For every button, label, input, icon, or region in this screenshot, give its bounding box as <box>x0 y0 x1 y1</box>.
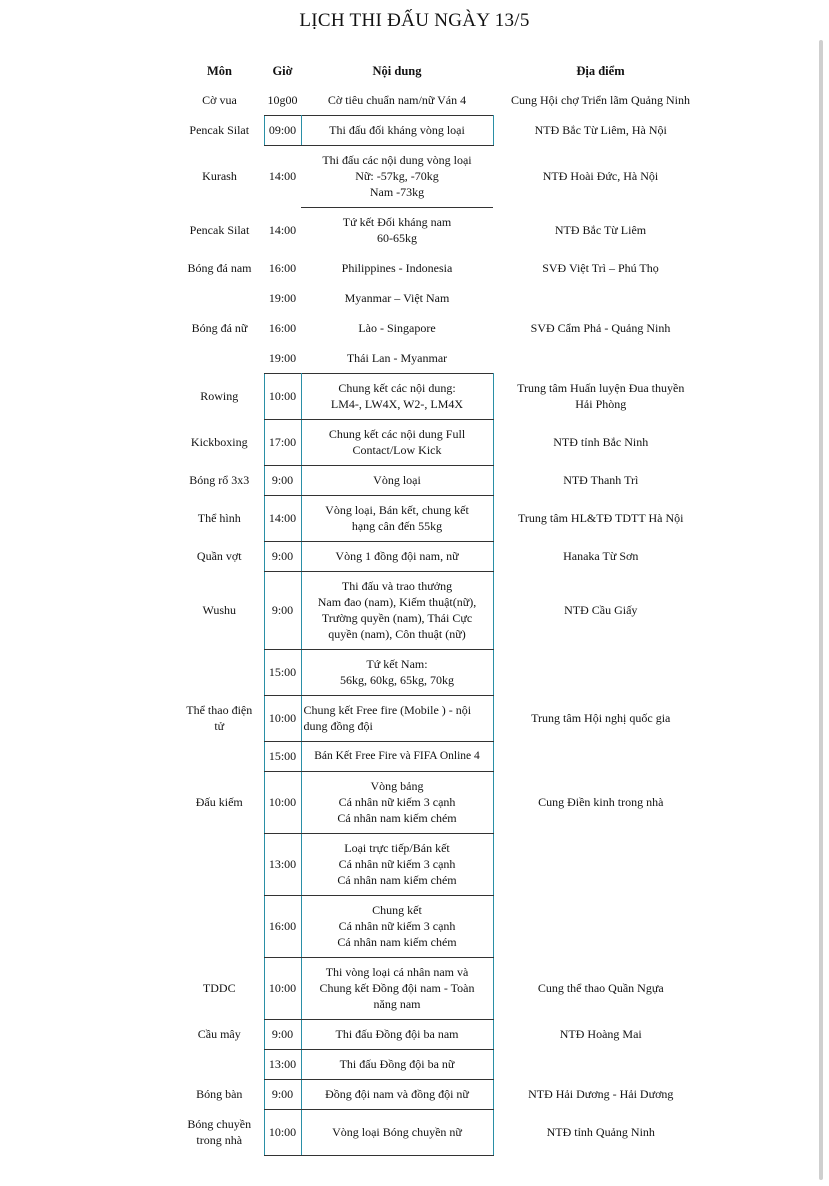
cell-noidung: Philippines - Indonesia <box>341 261 453 275</box>
table-row <box>175 649 708 695</box>
cell-mon: Đấu kiếm <box>195 795 243 809</box>
cell-gio: 9:00 <box>264 1019 301 1049</box>
cell-noidung: Myanmar – Việt Nam <box>344 291 450 305</box>
table-row <box>175 571 708 649</box>
cell-mon: Pencak Silat <box>189 123 250 137</box>
cell-noidung: Thái Lan - Myanmar <box>346 350 448 365</box>
cell-noidung: Thi đấu và trao thưởng Nam đao (nam), Kiếm thuật(nữ), Trường quyền (nam), Thái Cực quyền (nam), Côn thuật (nữ) <box>301 571 493 649</box>
cell-gio: 10:00 <box>264 771 301 833</box>
cell-gio: 10:00 <box>264 695 301 741</box>
cell-diadiem: NTĐ Bắc Từ Liêm, Hà Nội <box>534 123 667 137</box>
cell-diadiem <box>493 895 708 957</box>
cell-gio: 10:00 <box>264 373 301 419</box>
cell-noidung: Tứ kết Đối kháng nam 60-65kg <box>342 215 452 246</box>
cell-diadiem: NTĐ Thanh Trì <box>563 473 639 487</box>
cell-mon: Cờ vua <box>202 93 237 107</box>
cell-diadiem <box>493 741 708 771</box>
cell-mon <box>175 649 264 695</box>
cell-mon: Cầu mây <box>197 1027 241 1041</box>
cell-noidung: Vòng loại <box>301 465 493 495</box>
cell-mon <box>175 741 264 771</box>
cell-diadiem: Trung tâm Hội nghị quốc gia <box>531 711 671 725</box>
cell-gio: 10:00 <box>264 1109 301 1155</box>
table-row <box>175 495 708 541</box>
cell-noidung: Chung kết các nội dung Full Contact/Low Kick <box>301 419 493 465</box>
cell-mon <box>175 895 264 957</box>
header-gio: Giờ <box>272 64 293 78</box>
cell-gio: 10:00 <box>264 957 301 1019</box>
table-row <box>175 115 708 145</box>
cell-diadiem: NTĐ tỉnh Bắc Ninh <box>553 435 649 449</box>
cell-noidung: Chung kết các nội dung: LM4-, LW4X, W2-, LM4X <box>301 373 493 419</box>
cell-diadiem: NTĐ tỉnh Quảng Ninh <box>546 1125 655 1139</box>
cell-gio: 15:00 <box>264 649 301 695</box>
cell-diadiem <box>493 343 708 373</box>
cell-mon: Kurash <box>202 169 237 183</box>
page-title: LỊCH THI ĐẤU NGÀY 13/5 <box>299 10 530 31</box>
cell-diadiem <box>493 833 708 895</box>
header-mon: Môn <box>207 64 232 78</box>
cell-diadiem: Trung tâm Huấn luyện Đua thuyền Hải Phòng <box>517 381 685 411</box>
table-row <box>175 695 708 741</box>
cell-mon: Pencak Silat <box>189 223 250 237</box>
cell-noidung: Vòng 1 đồng đội nam, nữ <box>301 541 493 571</box>
table-row <box>175 283 708 313</box>
header-noidung: Nội dung <box>372 64 422 78</box>
cell-gio: 14:00 <box>268 169 297 184</box>
cell-gio: 9:00 <box>264 541 301 571</box>
cell-gio: 16:00 <box>264 895 301 957</box>
cell-noidung: Tứ kết Nam: 56kg, 60kg, 65kg, 70kg <box>301 649 493 695</box>
table-row <box>175 1109 708 1155</box>
cell-noidung: Thi đấu Đồng đội ba nam <box>301 1019 493 1049</box>
cell-gio: 19:00 <box>268 350 297 365</box>
cell-noidung: Vòng loại Bóng chuyền nữ <box>301 1109 493 1155</box>
cell-mon: Bóng rổ 3x3 <box>189 473 250 487</box>
cell-noidung: Chung kết Free fire (Mobile ) - nội dung đồng đội <box>301 695 493 741</box>
scrollbar[interactable] <box>819 40 823 1180</box>
table-row <box>175 741 708 771</box>
cell-diadiem: Cung Hội chợ Triển lãm Quảng Ninh <box>510 93 690 107</box>
cell-mon: TDDC <box>202 981 236 995</box>
table-row <box>175 833 708 895</box>
cell-mon: Kickboxing <box>190 435 248 449</box>
cell-noidung: Lào - Singapore <box>358 321 436 335</box>
cell-gio: 14:00 <box>264 495 301 541</box>
cell-noidung: Cờ tiêu chuẩn nam/nữ Ván 4 <box>327 92 467 107</box>
cell-gio: 09:00 <box>264 115 301 145</box>
cell-noidung: Đồng đội nam và đồng đội nữ <box>301 1079 493 1109</box>
cell-noidung: Vòng loại, Bán kết, chung kết hạng cân đến 55kg <box>301 495 493 541</box>
cell-diadiem: Cung thể thao Quần Ngựa <box>537 981 664 995</box>
cell-noidung: Thi đấu đối kháng vòng loại <box>301 115 493 145</box>
cell-gio: 13:00 <box>264 1049 301 1079</box>
table-row <box>175 1019 708 1049</box>
cell-noidung: Vòng bảng Cá nhân nữ kiếm 3 cạnh Cá nhân nam kiếm chém <box>301 771 493 833</box>
cell-mon <box>175 833 264 895</box>
table-row <box>175 1049 708 1079</box>
cell-gio: 13:00 <box>264 833 301 895</box>
cell-gio: 16:00 <box>268 261 297 275</box>
cell-diadiem: NTĐ Hoài Đức, Hà Nội <box>542 169 659 183</box>
cell-mon: Bóng đá nam <box>187 261 252 275</box>
cell-mon: Wushu <box>202 603 236 617</box>
cell-diadiem: SVĐ Cẩm Phả - Quảng Ninh <box>530 321 671 335</box>
header-diadiem: Địa điểm <box>576 64 625 78</box>
cell-diadiem: Trung tâm HL&TĐ TDTT Hà Nội <box>518 511 684 525</box>
table-row <box>175 343 708 373</box>
cell-diadiem: NTĐ Hải Dương - Hải Dương <box>528 1087 674 1101</box>
table-row <box>175 771 708 833</box>
cell-diadiem <box>493 1049 708 1079</box>
table-row <box>175 313 708 343</box>
cell-mon: Bóng đá nữ <box>191 321 248 335</box>
cell-diadiem <box>493 649 708 695</box>
cell-mon: Thể hình <box>197 511 241 525</box>
table-row <box>175 85 708 115</box>
cell-diadiem <box>493 283 708 313</box>
table-row <box>175 465 708 495</box>
cell-noidung: Chung kết Cá nhân nữ kiếm 3 cạnh Cá nhân nam kiếm chém <box>301 895 493 957</box>
cell-gio: 19:00 <box>268 291 297 305</box>
cell-noidung: Thi đấu các nội dung vòng loại Nữ: -57kg, -70kg Nam -73kg <box>301 145 493 207</box>
table-row <box>175 1079 708 1109</box>
cell-gio: 16:00 <box>268 321 297 335</box>
cell-diadiem: Hanaka Từ Sơn <box>563 549 639 563</box>
cell-gio: 9:00 <box>264 465 301 495</box>
cell-gio: 9:00 <box>264 571 301 649</box>
cell-gio: 10g00 <box>267 92 298 107</box>
cell-diadiem: SVĐ Việt Trì – Phú Thọ <box>542 261 659 275</box>
table-row <box>175 895 708 957</box>
table-row <box>175 957 708 1019</box>
cell-mon <box>175 343 264 373</box>
cell-gio: 15:00 <box>264 741 301 771</box>
cell-mon <box>175 283 264 313</box>
table-row <box>175 373 708 419</box>
table-row <box>175 419 708 465</box>
cell-diadiem: NTĐ Bắc Từ Liêm <box>554 223 647 237</box>
cell-gio: 14:00 <box>268 223 297 237</box>
cell-noidung: Loại trực tiếp/Bán kết Cá nhân nữ kiếm 3 cạnh Cá nhân nam kiếm chém <box>301 833 493 895</box>
table-header <box>175 57 708 85</box>
cell-gio: 17:00 <box>264 419 301 465</box>
cell-diadiem: NTĐ Hoàng Mai <box>559 1027 642 1041</box>
cell-noidung: Thi đấu Đồng đội ba nữ <box>301 1049 493 1079</box>
schedule-table <box>175 57 708 1156</box>
cell-mon: Thể thao điện tử <box>186 703 253 733</box>
table-row <box>175 253 708 283</box>
cell-mon: Bóng chuyền trong nhà <box>187 1117 252 1147</box>
table-row <box>175 541 708 571</box>
cell-mon: Quần vợt <box>196 549 242 563</box>
cell-mon <box>175 1049 264 1079</box>
cell-gio: 9:00 <box>264 1079 301 1109</box>
table-row <box>175 207 708 253</box>
cell-diadiem: Cung Điền kinh trong nhà <box>538 795 664 809</box>
table-row <box>175 145 708 207</box>
cell-diadiem: NTĐ Cầu Giấy <box>564 603 638 617</box>
cell-noidung: Thi vòng loại cá nhân nam và Chung kết Đồng đội nam - Toàn năng nam <box>301 957 493 1019</box>
cell-noidung: Bán Kết Free Fire và FIFA Online 4 <box>301 741 493 771</box>
cell-mon: Bóng bàn <box>196 1087 243 1101</box>
cell-mon: Rowing <box>200 389 239 403</box>
